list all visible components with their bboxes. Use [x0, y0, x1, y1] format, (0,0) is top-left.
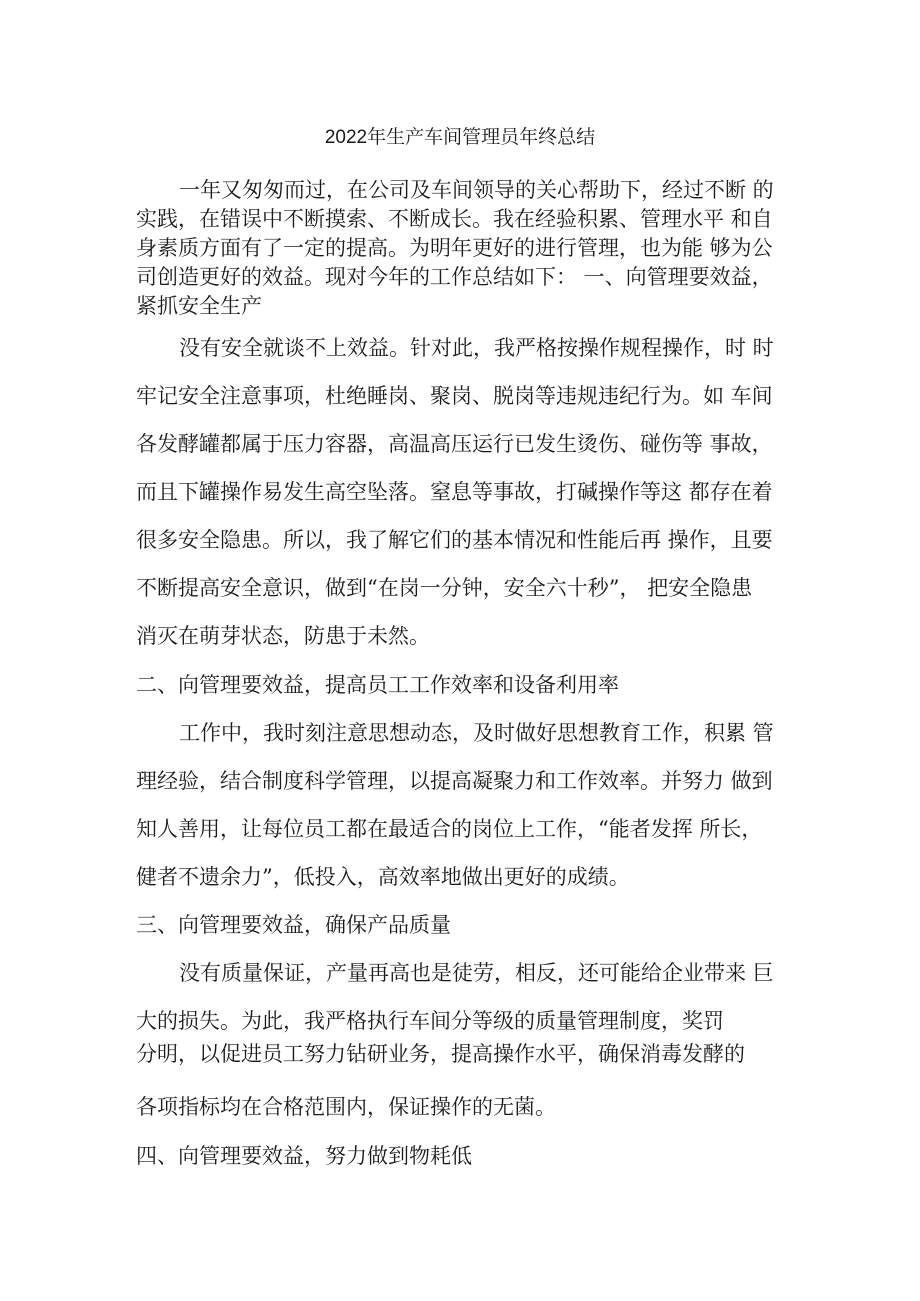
text-line: 牢记安全注意事项，杜绝睡岗、聚岗、脱岗等违规违纪行为。如 车间: [136, 384, 773, 408]
text-line: 知人善用，让每位员工都在最适合的岗位上工作，“能者发挥 所长，: [136, 817, 763, 841]
text-line: 消灭在萌芽状态，防患于未然。: [136, 624, 430, 648]
text-line: 没有安全就谈不上效益。针对此，我严格按操作规程操作，时 时: [179, 336, 774, 360]
section-heading: 四、向管理要效益，努力做到物耗低: [136, 1144, 472, 1168]
text-line: 实践，在错误中不断摸索、不断成长。我在经验积累、管理水平 和自: [136, 207, 773, 231]
text-line: 各项指标均在合格范围内，保证操作的无菌。: [136, 1095, 556, 1119]
text-line: 理经验，结合制度科学管理，以提高凝聚力和工作效率。并努力 做到: [136, 769, 773, 793]
text-line: 司创造更好的效益。现对今年的工作总结如下： 一、向管理要效益，: [136, 265, 773, 289]
text-line: 没有质量保证，产量再高也是徒劳，相反，还可能给企业带来 巨: [179, 961, 774, 985]
text-line: 健者不遗余力”，低投入，高效率地做出更好的成绩。: [136, 865, 630, 889]
text-line: 身素质方面有了一定的提高。为明年更好的进行管理，也为能 够为公: [136, 236, 773, 260]
text-line: 分明，以促进员工努力钻研业务，提高操作水平，确保消毒发酵的: [136, 1042, 745, 1066]
text-line: 一年又匆匆而过，在公司及车间领导的关心帮助下，经过不断 的: [179, 178, 774, 202]
text-line: 很多安全隐患。所以，我了解它们的基本情况和性能后再 操作，且要: [136, 528, 773, 552]
text-line: 而且下罐操作易发生高空坠落。窒息等事故，打碱操作等这 都存在着: [136, 480, 773, 504]
text-line: 紧抓安全生产: [136, 294, 262, 318]
text-line: 大的损失。为此，我严格执行车间分等级的质量管理制度，奖罚: [136, 1009, 724, 1033]
section-heading: 三、向管理要效益，确保产品质量: [136, 913, 451, 937]
section-heading: 二、向管理要效益，提高员工工作效率和设备利用率: [136, 673, 619, 697]
text-line: 工作中，我时刻注意思想动态，及时做好思想教育工作，积累 管: [179, 721, 774, 745]
document-title: 2022年生产车间管理员年终总结: [324, 127, 596, 148]
text-line: 各发酵罐都属于压力容器，高温高压运行已发生烫伤、碰伤等 事故，: [136, 432, 773, 456]
text-line: 不断提高安全意识，做到“在岗一分钟，安全六十秒”， 把安全隐患: [136, 576, 753, 600]
